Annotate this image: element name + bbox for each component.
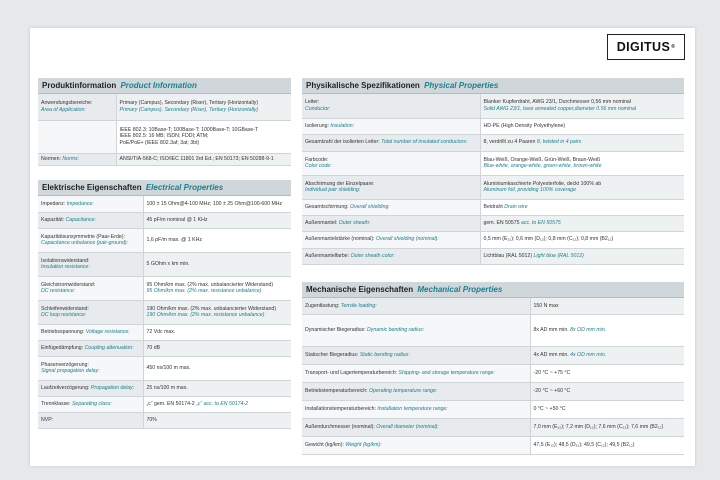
- label-en: Separating class:: [71, 400, 112, 407]
- row-value: [480, 94, 684, 118]
- value-en: 8x OD mm min.: [570, 326, 607, 333]
- label-de: Gesamtzahl der isolierten Leiter:: [305, 139, 380, 146]
- row-value: [143, 340, 291, 356]
- label-en: Impedance:: [66, 200, 94, 207]
- label-de: Gleichstromwiderstand:: [41, 281, 96, 288]
- physical-section: [302, 78, 684, 265]
- value-en: acc. to EN 50575: [521, 219, 561, 226]
- row-label: [302, 215, 480, 231]
- value-en: Drain wire: [504, 203, 528, 210]
- value-de: 8x AD mm min.: [533, 326, 569, 333]
- row-label: [38, 300, 143, 324]
- value-de: 72 Vdc max.: [146, 328, 176, 335]
- row-label: [38, 120, 116, 153]
- label-de: Außendurchmesser (nominal):: [305, 423, 375, 430]
- row-value: [530, 346, 684, 364]
- row-value: [116, 153, 291, 165]
- value-de: 7,0 mm (E₁₂); 7,2 mm (D₁₂); 7,6 mm (C₁₂); 7,6 mm (B2₁₂): [533, 423, 664, 430]
- label-en: Outer sheath:: [338, 219, 371, 226]
- value-de: -20 °C ~ +60 °C: [533, 387, 571, 394]
- table-row: [302, 400, 684, 418]
- label-de: Isolationswiderstand:: [41, 257, 90, 264]
- digitus-logo: [607, 34, 685, 60]
- label-en: Tensile loading:: [340, 302, 377, 309]
- table-row: [38, 412, 291, 428]
- table-row: [302, 151, 684, 175]
- label-de: Betriebstemperaturbereich:: [305, 387, 368, 394]
- table-row: [302, 382, 684, 400]
- row-label: [38, 340, 143, 356]
- row-label: [302, 94, 480, 118]
- row-value: [143, 324, 291, 340]
- row-value: [480, 118, 684, 134]
- table-row: [302, 175, 684, 199]
- label-de: NVP:: [41, 416, 54, 423]
- table-row: [38, 252, 291, 276]
- label-en: Voltage resistance:: [85, 328, 130, 335]
- label-en: Overall shielding (nominal):: [375, 236, 439, 243]
- row-value: [143, 396, 291, 412]
- value-de: Beidraht: [483, 203, 503, 210]
- label-en: Norms:: [62, 155, 80, 162]
- label-en: Dynamic bending radius:: [367, 326, 425, 333]
- value-de: gem. EN 50575: [483, 219, 520, 226]
- value-de: 1,6 pF/m max. @ 1 KHz: [146, 236, 202, 243]
- table-row: [38, 300, 291, 324]
- label-en: Coupling attenuation:: [84, 344, 134, 351]
- label-de: Anwendungsbereiche:: [41, 100, 93, 107]
- value-de: 0,5 mm (E₁₂); 0,6 mm (D₁₂); 0,8 mm (C₁₂); 0,8 mm (B2₁₂): [483, 236, 614, 243]
- label-en: Weight (kg/km):: [345, 441, 382, 448]
- value-en: Primary (Campus), Secondary (Riser), Tertiary (Horizontally): [119, 106, 259, 113]
- row-value: [480, 231, 684, 248]
- table-row: [38, 228, 291, 252]
- table-row: [302, 94, 684, 118]
- electrical-table: [38, 196, 291, 429]
- value-en: Solid AWG 23/1, bare annealed copper,diameter 0.56 mm nominal: [483, 105, 637, 112]
- label-de: Statischer Biegeradius:: [305, 351, 359, 358]
- row-value: [530, 382, 684, 400]
- row-label: [38, 94, 116, 120]
- row-label: [302, 151, 480, 175]
- row-label: [302, 248, 480, 264]
- row-label: [302, 231, 480, 248]
- label-de: Kapazität:: [41, 216, 65, 223]
- value-en: Blue-white, orange-white, green-white, brown-white: [483, 163, 602, 169]
- table-row: [302, 215, 684, 231]
- table-row: [38, 94, 291, 120]
- row-value: [116, 120, 291, 153]
- row-label: [38, 356, 143, 380]
- value-en: „c“ acc. to EN 50174-2: [196, 400, 249, 407]
- label-en: Area of Application:: [41, 106, 86, 113]
- row-value: [143, 356, 291, 380]
- value-en: 190 Ohm/km max. (2% max. resistance unbalance): [146, 312, 265, 318]
- label-de: Installationstemperaturbereich:: [305, 405, 376, 412]
- label-de: Farbcode:: [305, 156, 329, 163]
- value-en: 95 Ohm/km max. (2% max. resistance unbalance): [146, 288, 262, 294]
- row-value: [530, 298, 684, 314]
- table-row: [38, 396, 291, 412]
- label-en: Signal propagation delay:: [41, 368, 100, 374]
- logo-text: DIGITUS: [616, 40, 671, 54]
- value-de: Primary (Campus), Secondary (Riser), Tertiary (Horizontally): [119, 100, 259, 107]
- label-en: Capacitance:: [65, 216, 96, 223]
- row-value: [143, 252, 291, 276]
- row-label: [302, 314, 530, 346]
- label-en: Propagation delay:: [90, 384, 135, 391]
- row-value: [530, 436, 684, 454]
- row-label: [302, 199, 480, 215]
- value-en: Aluminum foil, providing 100% coverage: [483, 187, 577, 193]
- table-row: [38, 380, 291, 396]
- value-de: Blanker Kupferdraht, AWG 23/1, Durchmesser 0,56 mm nominal: [483, 99, 631, 106]
- row-value: [143, 212, 291, 228]
- row-value: [480, 199, 684, 215]
- value-en: 4x OD mm min.: [570, 351, 607, 358]
- row-value: [530, 364, 684, 382]
- table-row: [302, 298, 684, 314]
- row-label: [302, 346, 530, 364]
- product-info-section: [38, 78, 291, 166]
- table-row: [38, 153, 291, 165]
- value-de: 100 ± 15 Ohm@4-100 MHz; 100 ± 25 Ohm@100-600 MHz: [146, 200, 283, 207]
- label-de: Transport- und Lagertemperaturbereich:: [305, 369, 398, 376]
- label-de: Laufzeitverzögerung:: [41, 384, 90, 391]
- row-label: [302, 175, 480, 199]
- row-value: [143, 380, 291, 396]
- value-en: Light blue (RAL 5012): [533, 252, 584, 259]
- value-de: 45 pF/m nominal @ 1 KHz: [146, 216, 208, 223]
- row-label: [38, 228, 143, 252]
- label-en: Shipping- and storage temperature range:: [398, 369, 495, 376]
- label-de: Abschirmung der Einzelpaare:: [305, 180, 375, 187]
- table-row: [302, 231, 684, 248]
- value-de: 70%: [146, 416, 157, 423]
- row-label: [38, 324, 143, 340]
- value-de: HD-PE (High Density Polyethylene): [483, 122, 566, 129]
- value-en: 8, twisted in 4 pairs: [536, 139, 582, 146]
- value-de: 0 °C ~ +50 °C: [533, 405, 566, 412]
- label-de: Außenmantelstärke (nominal):: [305, 236, 375, 243]
- label-en: Insulation resistance:: [41, 264, 90, 270]
- row-label: [302, 418, 530, 436]
- label-de: Isolierung:: [305, 122, 329, 129]
- section-title-de: Elektrische Eigenschaften: [42, 183, 142, 192]
- product-info-table: [38, 94, 291, 166]
- label-de: Normen:: [41, 155, 61, 162]
- registered-mark: ®: [671, 44, 676, 50]
- label-de: Trennklasse:: [41, 400, 71, 407]
- value-de: 5 GOhm x km min.: [146, 260, 190, 267]
- section-title-en: Physical Properties: [424, 81, 499, 90]
- row-value: [530, 418, 684, 436]
- value-de: Lichtblau (RAL 5012): [483, 252, 533, 259]
- row-label: [302, 134, 480, 151]
- row-label: [38, 252, 143, 276]
- value-de: 8, verdrillt zu 4 Paaren: [483, 139, 536, 146]
- mechanical-section: [302, 282, 684, 455]
- label-de: Phasenverzögerung:: [41, 361, 89, 368]
- label-en: Individual pair shielding:: [305, 187, 361, 193]
- label-de: Leiter:: [305, 99, 320, 106]
- row-label: [38, 276, 143, 300]
- label-en: Conductor:: [305, 105, 331, 112]
- table-row: [38, 120, 291, 153]
- section-title-de: Produktinformation: [42, 81, 117, 90]
- row-label: [302, 364, 530, 382]
- row-label: [38, 396, 143, 412]
- label-en: Overall diameter (nominal):: [376, 423, 439, 430]
- label-de: Dynamischer Biegeradius:: [305, 326, 366, 333]
- row-label: [38, 196, 143, 212]
- row-label: [38, 212, 143, 228]
- section-title-de: Physikalische Spezifikationen: [306, 81, 420, 90]
- value-line: PoE/PoE+ (IEEE 802.3af; 3at; 3bt): [119, 139, 200, 146]
- row-label: [38, 412, 143, 428]
- row-value: [480, 151, 684, 175]
- label-en: Insulation:: [330, 122, 355, 129]
- value-de: ANSI/TIA-568-C; ISO/IEC 11801 3rd Ed.; EN 50173; EN 50288-9-1: [119, 155, 274, 162]
- label-de: Kapazitätsunsymmetrie (Paar-Erde):: [41, 233, 125, 240]
- section-title-en: Product Information: [120, 81, 197, 90]
- section-header: [302, 282, 684, 298]
- row-value: [530, 314, 684, 346]
- row-label: [38, 380, 143, 396]
- value-line: IEEE 802.5: 16 MB; ISDN; FDDI; ATM;: [119, 133, 209, 140]
- label-de: Impedanz:: [41, 200, 66, 207]
- value-de: Aluminiumkaschierte Polyesterfolie, deckt 100% ab: [483, 180, 602, 187]
- row-value: [480, 215, 684, 231]
- label-de: Außenmantel:: [305, 219, 338, 226]
- table-row: [38, 276, 291, 300]
- label-en: Overall shielding:: [350, 203, 390, 210]
- row-label: [302, 400, 530, 418]
- table-row: [302, 199, 684, 215]
- value-de: 70 dB: [146, 344, 161, 351]
- row-label: [302, 382, 530, 400]
- row-value: [143, 196, 291, 212]
- section-title-de: Mechanische Eigenschaften: [306, 285, 414, 294]
- table-row: [38, 196, 291, 212]
- row-label: [38, 153, 116, 165]
- row-value: [480, 248, 684, 264]
- label-de: Einfügedämpfung:: [41, 344, 84, 351]
- table-row: [302, 248, 684, 264]
- label-de: Schleifenwiderstand:: [41, 305, 89, 312]
- physical-table: [302, 94, 684, 265]
- row-label: [302, 436, 530, 454]
- section-header: [38, 180, 291, 196]
- row-value: [143, 412, 291, 428]
- value-de: -20 °C ~ +75 °C: [533, 369, 571, 376]
- label-en: Static bending radius:: [359, 351, 410, 358]
- label-en: Total number of insulated conductors:: [381, 139, 468, 146]
- row-value: [480, 175, 684, 199]
- label-en: Capacitance unbalance (pair-ground):: [41, 240, 128, 246]
- row-value: [143, 228, 291, 252]
- label-de: Gewicht (kg/km):: [305, 441, 344, 448]
- label-de: Betriebsspannung:: [41, 328, 85, 335]
- table-row: [302, 118, 684, 134]
- label-en: DC loop resistance:: [41, 312, 87, 318]
- section-header: [302, 78, 684, 94]
- label-en: Installation temperature range:: [377, 405, 448, 412]
- table-row: [302, 436, 684, 454]
- value-de: Blau-Weiß, Orange-Weiß, Grün-Weiß, Braun-Weiß: [483, 156, 601, 163]
- row-value: [143, 300, 291, 324]
- table-row: [302, 364, 684, 382]
- electrical-section: [38, 180, 291, 429]
- value-line: IEEE 802.3: 10Base-T; 100Base-T; 1000Base-T; 10GBase-T: [119, 126, 259, 133]
- section-title-en: Electrical Properties: [145, 183, 224, 192]
- table-row: [38, 324, 291, 340]
- label-en: Outer sheath color:: [350, 252, 395, 259]
- row-value: [116, 94, 291, 120]
- row-value: [530, 400, 684, 418]
- table-row: [302, 314, 684, 346]
- label-en: Color code:: [305, 163, 332, 169]
- row-label: [302, 298, 530, 314]
- label-de: Zugentlastung:: [305, 302, 340, 309]
- section-title-en: Mechanical Properties: [417, 285, 503, 294]
- value-de: 4x AD mm min.: [533, 351, 569, 358]
- value-de: „c“ gem. EN 50174-2: [146, 400, 195, 407]
- table-row: [38, 212, 291, 228]
- value-de: 190 Ohm/km max. (2% max. unbalancierter Widerstand): [146, 305, 276, 312]
- value-de: 450 ns/100 m max.: [146, 364, 191, 371]
- label-de: Gesamtschirmung:: [305, 203, 349, 210]
- value-de: 47,5 (E₁₂); 48,5 (D₁₂); 49,5 (C₁₂); 49,5 (B2₁₂): [533, 441, 635, 448]
- label-en: Operating temperature range:: [369, 387, 438, 394]
- row-label: [302, 118, 480, 134]
- table-row: [302, 134, 684, 151]
- label-de: Außenmantelfarbe:: [305, 252, 350, 259]
- row-value: [480, 134, 684, 151]
- value-de: 150 N max: [533, 302, 559, 309]
- label-en: DC resistance:: [41, 288, 76, 294]
- table-row: [302, 346, 684, 364]
- mechanical-table: [302, 298, 684, 455]
- section-header: [38, 78, 291, 94]
- table-row: [38, 340, 291, 356]
- value-de: 25 ns/100 m max.: [146, 384, 188, 391]
- value-de: 95 Ohm/km max. (2% max. unbalancierter Widerstand): [146, 281, 274, 288]
- table-row: [38, 356, 291, 380]
- row-value: [143, 276, 291, 300]
- table-row: [302, 418, 684, 436]
